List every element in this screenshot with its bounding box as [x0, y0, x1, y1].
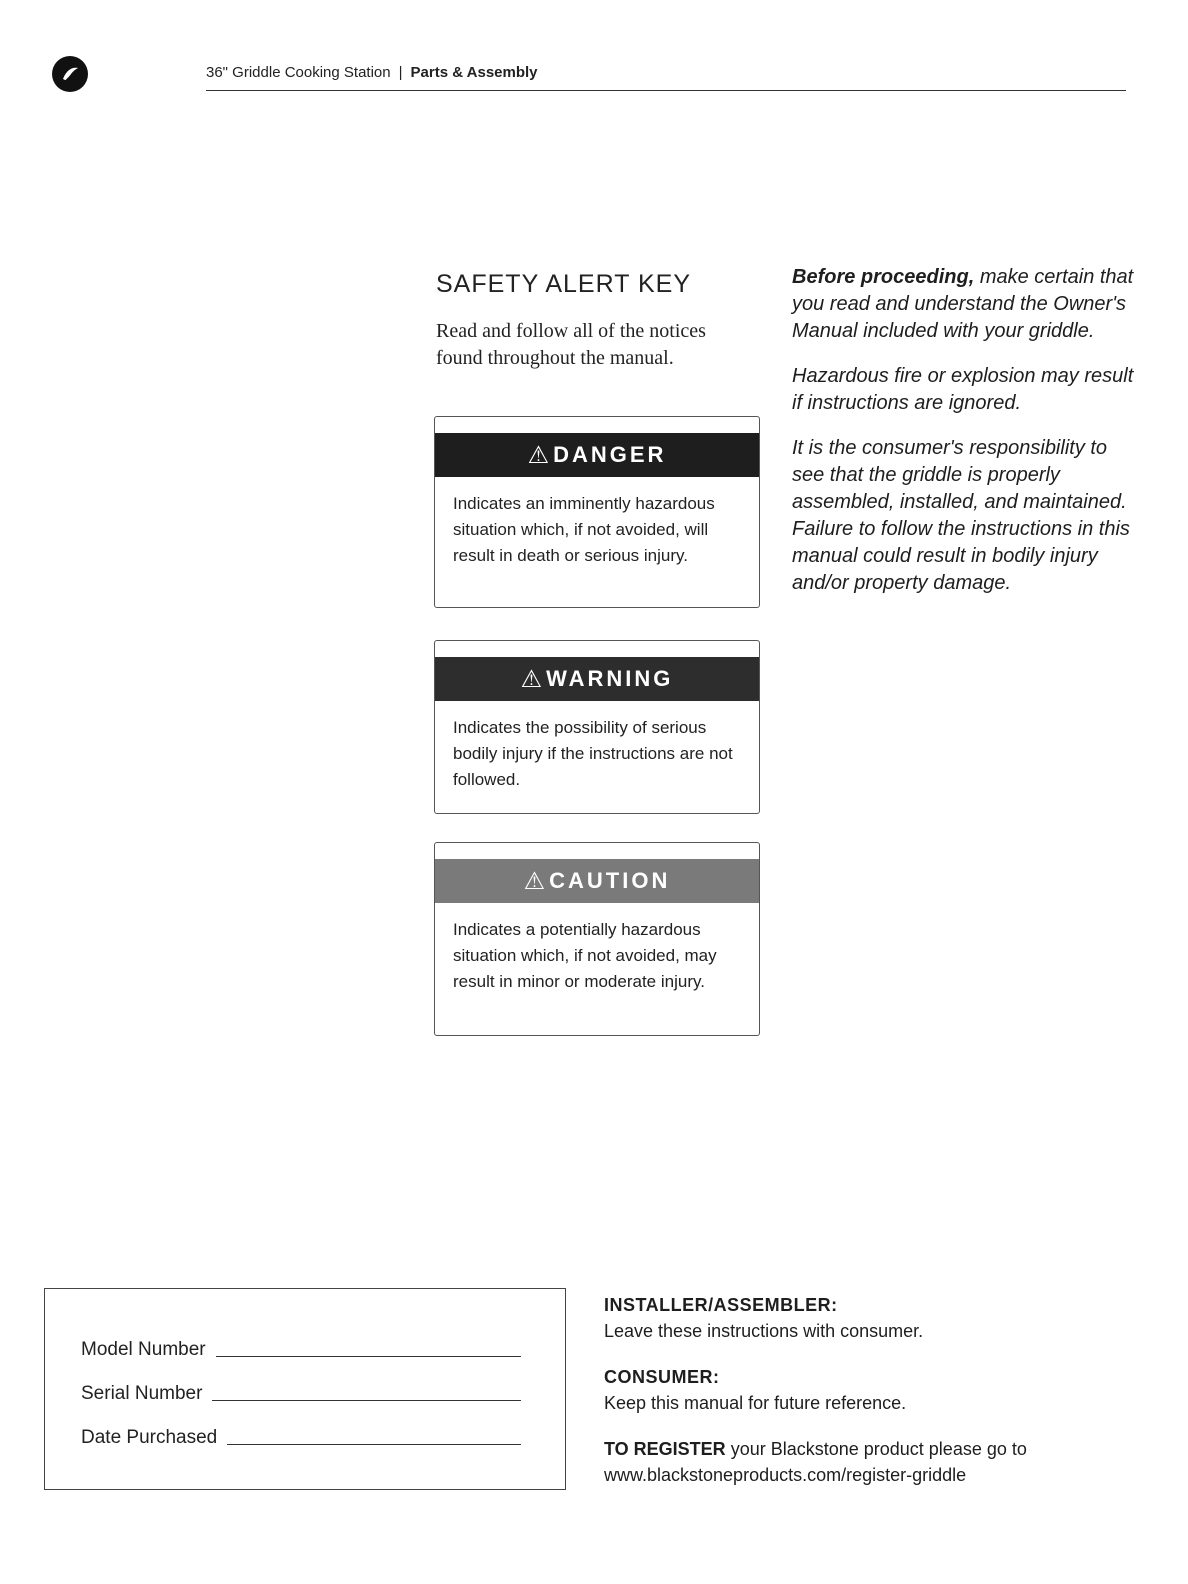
safety-notices [792, 264, 1142, 615]
model-number-label: Model Number [81, 1339, 206, 1360]
notice-consumer-responsibility: It is the consumer's responsibility to see that the griddle is properly assembled, installed, and maintained. Failure to follow the instructions in this manual could result in bodily injury and/or property damage. [792, 437, 1130, 594]
installer-consumer-notes [604, 1292, 1144, 1508]
model-number-field [216, 1356, 521, 1357]
warning-triangle-icon: ⚠ [520, 665, 543, 693]
register-url: www.blackstoneproducts.com/register-griddle [604, 1465, 967, 1485]
caution-description: Indicates a potentially hazardous situation which, if not avoided, may result in minor or moderate injury. [453, 920, 717, 991]
page-header [206, 64, 1126, 81]
model-number-row [81, 1331, 521, 1361]
consumer-label: CONSUMER: [604, 1367, 720, 1387]
serial-number-row [81, 1375, 521, 1405]
serial-number-label: Serial Number [81, 1383, 203, 1404]
safety-alert-intro: Read and follow all of the notices found throughout the manual. [436, 320, 706, 369]
warning-label: WARNING [546, 666, 674, 691]
register-label: TO REGISTER [604, 1439, 726, 1459]
danger-description: Indicates an imminently hazardous situation which, if not avoided, will result in death or serious injury. [453, 494, 715, 565]
danger-header [435, 433, 759, 477]
date-purchased-row [81, 1419, 521, 1449]
brand-logo-icon [52, 56, 88, 92]
warning-header [435, 657, 759, 701]
installer-label: INSTALLER/ASSEMBLER: [604, 1295, 838, 1315]
warning-triangle-icon: ⚠ [523, 867, 546, 895]
caution-header [435, 859, 759, 903]
register-text: your Blackstone product please go to [725, 1439, 1027, 1459]
warning-triangle-icon: ⚠ [527, 441, 550, 469]
header-divider [206, 90, 1126, 91]
notice-read-manual-rest: make certain that you read and understand the Owner's Manual included with your griddle. [792, 266, 1134, 342]
installer-text: Leave these instructions with consumer. [604, 1321, 924, 1341]
consumer-note [604, 1364, 1144, 1416]
caution-alert-box [434, 842, 760, 1036]
notice-read-manual [792, 264, 1142, 345]
notice-fire-hazard: Hazardous fire or explosion may result if instructions are ignored. [792, 365, 1134, 414]
warning-description: Indicates the possibility of serious bodily injury if the instructions are not followed. [453, 718, 733, 789]
installer-note [604, 1292, 1144, 1344]
header-section: Parts & Assembly [410, 64, 538, 81]
danger-alert-box [434, 416, 760, 608]
caution-label: CAUTION [549, 868, 671, 893]
product-record-box [44, 1288, 566, 1490]
header-separator: | [398, 64, 403, 81]
warning-alert-box [434, 640, 760, 814]
header-product: 36" Griddle Cooking Station [206, 64, 391, 81]
date-purchased-label: Date Purchased [81, 1427, 218, 1448]
consumer-text: Keep this manual for future reference. [604, 1393, 907, 1413]
safety-alert-title: SAFETY ALERT KEY [436, 270, 692, 298]
danger-label: DANGER [553, 442, 667, 467]
serial-number-field [212, 1400, 521, 1401]
notice-read-manual-lead: Before proceeding, [792, 266, 975, 288]
date-purchased-field [227, 1444, 521, 1445]
register-note [604, 1436, 1144, 1488]
